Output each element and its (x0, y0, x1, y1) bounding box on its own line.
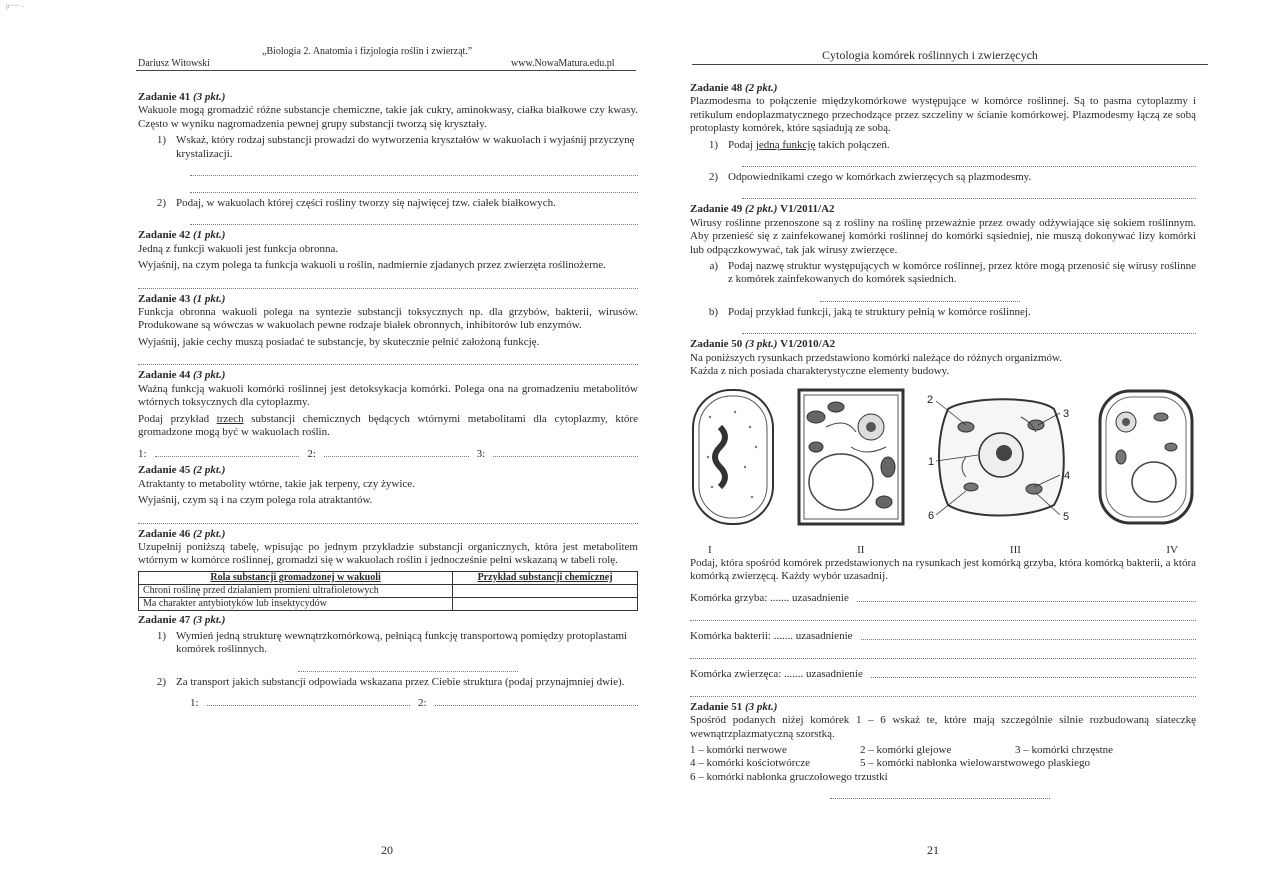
question-text-part: takich połączeń. (815, 138, 890, 151)
task-points: (2 pkt.) (745, 82, 778, 94)
scan-corner-mark: p~~· - (6, 2, 24, 10)
task-points: (2 pkt.) (193, 527, 226, 540)
cell-figure-plant (796, 387, 906, 527)
answer-row (138, 442, 638, 461)
question-number: 1) (708, 138, 718, 151)
question-text: Za transport jakich substancji odpowiada wskazana przez Ciebie struktura (podaj przynajmniej dwie). (176, 675, 625, 688)
answer-label: Komórka zwierzęca: ....... uzasadnienie (690, 668, 863, 681)
task-intro: Ważną funkcją wakuoli komórki roślinnej jest detoksykacja komórki. Polega ona na gromadzeniu metabolitów wtórnych toksycznych dla cytoplazmy. (138, 382, 638, 409)
answer-label: Komórka bakterii: ....... uzasadnienie (690, 630, 853, 643)
table-cell-answer[interactable] (453, 598, 638, 611)
task-title: Zadanie 41 (138, 91, 191, 103)
task-intro: Na poniższych rysunkach przedstawiono komórki należące do różnych organizmów. (690, 351, 1063, 364)
answer-label: Komórka grzyba: ....... uzasadnienie (690, 592, 849, 605)
option-1: 1 – komórki nerwowe (690, 743, 787, 756)
callout-4: 4 (1064, 469, 1071, 482)
answer-line[interactable] (690, 684, 1196, 697)
task-42 (138, 229, 638, 288)
answer-label-1: 1: (138, 447, 147, 460)
task-title: Zadanie 50 (690, 338, 743, 351)
answer-line[interactable] (690, 646, 1196, 659)
task-50 (690, 338, 1196, 696)
task-intro: Funkcja obronna wakuoli polega na syntezie substancji toksycznych np. dla grzybów, bakterii, wirusów. Produkowane są wówczas w wakuolach pewne rodzaje białek obronnych, inhibitorów lub enzymów. (138, 306, 638, 332)
answer-row (190, 691, 638, 710)
option-row (690, 744, 1196, 757)
task-title: Zadanie 42 (138, 229, 191, 242)
answer-line[interactable] (742, 321, 1196, 334)
right-column (690, 82, 1196, 803)
question-2 (690, 171, 1196, 184)
callout-2: 2 (927, 393, 934, 406)
figure-label-1: I (708, 543, 712, 556)
question-b (690, 306, 1196, 319)
task-intro: Atraktanty to metabolity wtórne, takie jak terpeny, czy żywice. (138, 477, 415, 490)
task-47 (138, 614, 638, 710)
question-text: substancji chemicznych będących wtórnymi metabolitami dla cytoplazmy, które gromadzone mogą być w wakuolach roślin. (138, 412, 638, 438)
author: Dariusz Witowski (138, 58, 210, 69)
task-intro: Wakuole mogą gromadzić różne substancje chemiczne, takie jak cukry, aminokwasy, ciałka białkowe czy kwasy. Często w wyniku nagromadzenia pewnej grupy substancji tworzą się kryształy. (138, 104, 638, 130)
callout-5: 5 (1063, 510, 1070, 523)
task-title: Zadanie 47 (138, 614, 191, 627)
option-4: 4 – komórki kościotwórcze (690, 757, 811, 770)
answer-line[interactable] (742, 186, 1196, 199)
table-cell-role: Chroni roślinę przed działaniem promieni ultrafioletowych (139, 584, 453, 597)
answer-field[interactable] (857, 589, 1196, 602)
chapter-title: Cytologia komórek roślinnych i zwierzęcych (822, 48, 1038, 62)
option-row (690, 757, 1196, 770)
answer-line[interactable] (190, 212, 638, 225)
table-row (139, 598, 638, 611)
table-row (139, 584, 638, 597)
cell-figures (690, 387, 1196, 542)
question-1 (138, 134, 638, 161)
answer-label-1: 1: (190, 696, 199, 709)
task-points: (2 pkt.) (745, 203, 778, 216)
task-48 (690, 82, 1196, 199)
cell-figure-animal (926, 387, 1076, 527)
answer-row-bacteria (690, 625, 1196, 644)
cell-figure-bacterium (690, 387, 776, 527)
task-title: Zadanie 44 (138, 369, 191, 382)
task-question: Wyjaśnij, na czym polega ta funkcja wakuoli u roślin, nadmiernie zjadanych przez zwierzęta roślinożerne. (138, 259, 606, 272)
question-text (728, 139, 890, 152)
answer-row-animal (690, 663, 1196, 682)
question-1 (690, 139, 1196, 152)
answer-line[interactable] (138, 352, 638, 365)
question-text: Podaj przykład (138, 412, 217, 425)
table-header-example: Przykład substancji chemicznej (453, 571, 638, 584)
answer-label-2: 2: (418, 696, 427, 709)
question-number: 2) (156, 675, 166, 688)
task-intro: Plazmodesma to połączenie międzykomórkowe występujące w komórce roślinnej. Są to pasma cytoplazmy i retikulum endoplazmatycznego przechodzące przez szczeliny w ścianie komórkowej. Plazmodesmy łączą ze sobą protoplasty komórek, które sąsiadują ze sobą. (690, 95, 1196, 135)
task-intro: Każda z nich posiada charakterystyczne elementy budowy. (690, 365, 950, 378)
left-column (138, 91, 638, 713)
question-2 (138, 676, 638, 689)
answer-line[interactable] (190, 180, 638, 193)
task-question: Wyjaśnij, jakie cechy muszą posiadać te substancje, by skutecznie pełnić założoną funkcję. (138, 335, 540, 348)
answer-line[interactable] (298, 659, 518, 672)
task-title: Zadanie 49 (690, 203, 743, 216)
answer-line[interactable] (138, 511, 638, 524)
figure-labels (690, 544, 1196, 557)
task-title: Zadanie 51 (690, 700, 743, 713)
question-text-part: Podaj (728, 138, 756, 151)
question-text: Odpowiednikami czego w komórkach zwierzęcych są plazmodesmy. (728, 171, 1032, 184)
table-cell-role: Ma charakter antybiotyków lub insektycydów (139, 598, 453, 611)
header-rule (692, 64, 1208, 65)
task-points: (1 pkt.) (193, 229, 226, 242)
answer-field[interactable] (871, 665, 1196, 678)
question-1 (138, 630, 638, 657)
task-intro: Uzupełnij poniższą tabelę, wpisując po jednym przykładzie substancji organicznych, która jest metabolitem wtórnym w komórce roślinnej, gromadzi się w wakuolach roślin i jednocześnie pełni wskazaną w tabeli rolę. (138, 540, 638, 567)
question-number: 2) (156, 197, 166, 210)
task-question (138, 413, 638, 440)
substance-table (138, 571, 638, 612)
task-intro: Jedną z funkcji wakuoli jest funkcja obronna. (138, 242, 339, 255)
question-number: a) (709, 260, 718, 273)
task-title: Zadanie 43 (138, 292, 191, 305)
task-51 (690, 701, 1196, 799)
task-points: (3 pkt.) (745, 338, 778, 351)
task-45 (138, 464, 638, 523)
question-text: Podaj przykład funkcji, jaką te struktury pełnią w komórce roślinnej. (728, 305, 1031, 318)
task-title: Zadanie 45 (138, 464, 191, 477)
task-49 (690, 203, 1196, 334)
question-text: Wymień jedną strukturę wewnątrzkomórkową, pełniącą funkcję transportową pomiędzy protoplastami komórek roślinnych. (176, 629, 628, 656)
task-intro: Wirusy roślinne przenoszone są z rośliny na roślinę przeważnie przez owady odżywiające się sokiem roślinnym. Aby przenieść się z zainfekowanej komórki roślinnej do komórki sąsiedniej, nie muszą dokonywać lizy komórki lub odpączkowywać, tak jak wirusy zwierzęce. (690, 216, 1196, 256)
task-question: Wyjaśnij, czym są i na czym polega rola atraktantów. (138, 494, 373, 507)
callout-6: 6 (928, 509, 935, 522)
answer-line[interactable] (190, 163, 638, 176)
table-header-role: Rola substancji gromadzonej w wakuoli (139, 571, 453, 584)
book-title: „Biologia 2. Anatomia i fizjologia roślin i zwierząt.” (262, 46, 473, 57)
answer-line[interactable] (742, 154, 1196, 167)
question-2 (138, 197, 638, 210)
question-number: b) (708, 305, 718, 318)
page-number: 20 (381, 843, 393, 857)
answer-field-1[interactable] (155, 444, 300, 457)
question-text: Podaj, w wakuolach której części rośliny tworzy się najwięcej tzw. ciałek białkowych. (176, 197, 556, 210)
task-reference: V1/2011/A2 (780, 203, 835, 216)
task-41 (138, 91, 638, 225)
option-2: 2 – komórki glejowe (860, 743, 952, 756)
website: www.NowaMatura.edu.pl (511, 58, 615, 69)
cell-figure-fungus (1096, 387, 1196, 527)
task-points: (3 pkt.) (745, 700, 778, 713)
task-43 (138, 293, 638, 366)
callout-1: 1 (928, 455, 935, 468)
page-number: 21 (927, 843, 939, 857)
task-title: Zadanie 46 (138, 527, 191, 540)
answer-field-2[interactable] (435, 693, 638, 706)
task-points: (3 pkt.) (193, 91, 226, 103)
answer-line[interactable] (830, 786, 1050, 799)
task-points: (3 pkt.) (193, 369, 226, 382)
answer-field-2[interactable] (324, 444, 469, 457)
task-points: (2 pkt.) (193, 464, 226, 477)
question-text: Podaj nazwę struktur występujących w komórce roślinnej, przez które mogą przenosić się wirusy roślinne z komórek zainfekowanych do komórek sąsiednich. (728, 260, 1196, 286)
task-46 (138, 528, 638, 612)
question-a (690, 260, 1196, 287)
question-emphasis: jedną funkcję (755, 138, 816, 151)
option-6: 6 – komórki nabłonka gruczołowego trzustki (690, 770, 888, 783)
right-page (640, 0, 1263, 893)
header-rule (136, 70, 636, 71)
task-intro: Spośród podanych niżej komórek 1 – 6 wskaż te, które mają szczególnie silnie rozbudowaną siateczkę wewnątrzplazmatyczną szorstką. (690, 714, 1196, 740)
question-number: 1) (156, 629, 166, 642)
figure-label-3: III (1009, 543, 1021, 556)
figure-label-4: IV (1166, 543, 1178, 556)
answer-field[interactable] (861, 627, 1196, 640)
question-emphasis: trzech (216, 412, 244, 425)
answer-row-fungus (690, 587, 1196, 606)
answer-line[interactable] (820, 289, 1020, 302)
answer-label-3: 3: (476, 447, 486, 460)
answer-field-1[interactable] (207, 693, 410, 706)
option-5: 5 – komórki nabłonka wielowarstwowego płaskiego (860, 757, 1091, 770)
task-title: Zadanie 48 (690, 82, 743, 94)
task-44 (138, 369, 638, 461)
table-cell-answer[interactable] (453, 584, 638, 597)
task-points: (1 pkt.) (193, 292, 226, 305)
task-question: Podaj, która spośród komórek przedstawionych na rysunkach jest komórką grzyba, która komórką bakterii, a która komórką zwierzęcą. Każdy wybór uzasadnij. (690, 556, 1196, 583)
answer-field-3[interactable] (493, 444, 638, 457)
answer-line[interactable] (690, 608, 1196, 621)
question-number: 1) (156, 134, 166, 147)
task-points: (3 pkt.) (193, 614, 226, 627)
option-3: 3 – komórki chrzęstne (1015, 743, 1114, 756)
answer-label-2: 2: (307, 447, 316, 460)
task-reference: V1/2010/A2 (780, 338, 836, 351)
answer-line[interactable] (138, 276, 638, 289)
callout-3: 3 (1063, 407, 1070, 420)
question-text: Wskaż, który rodzaj substancji prowadzi do wytworzenia kryształów w wakuolach i wyjaśnij przyczynę krystalizacji. (176, 134, 635, 160)
question-number: 2) (708, 171, 718, 184)
figure-label-2: II (857, 543, 865, 556)
